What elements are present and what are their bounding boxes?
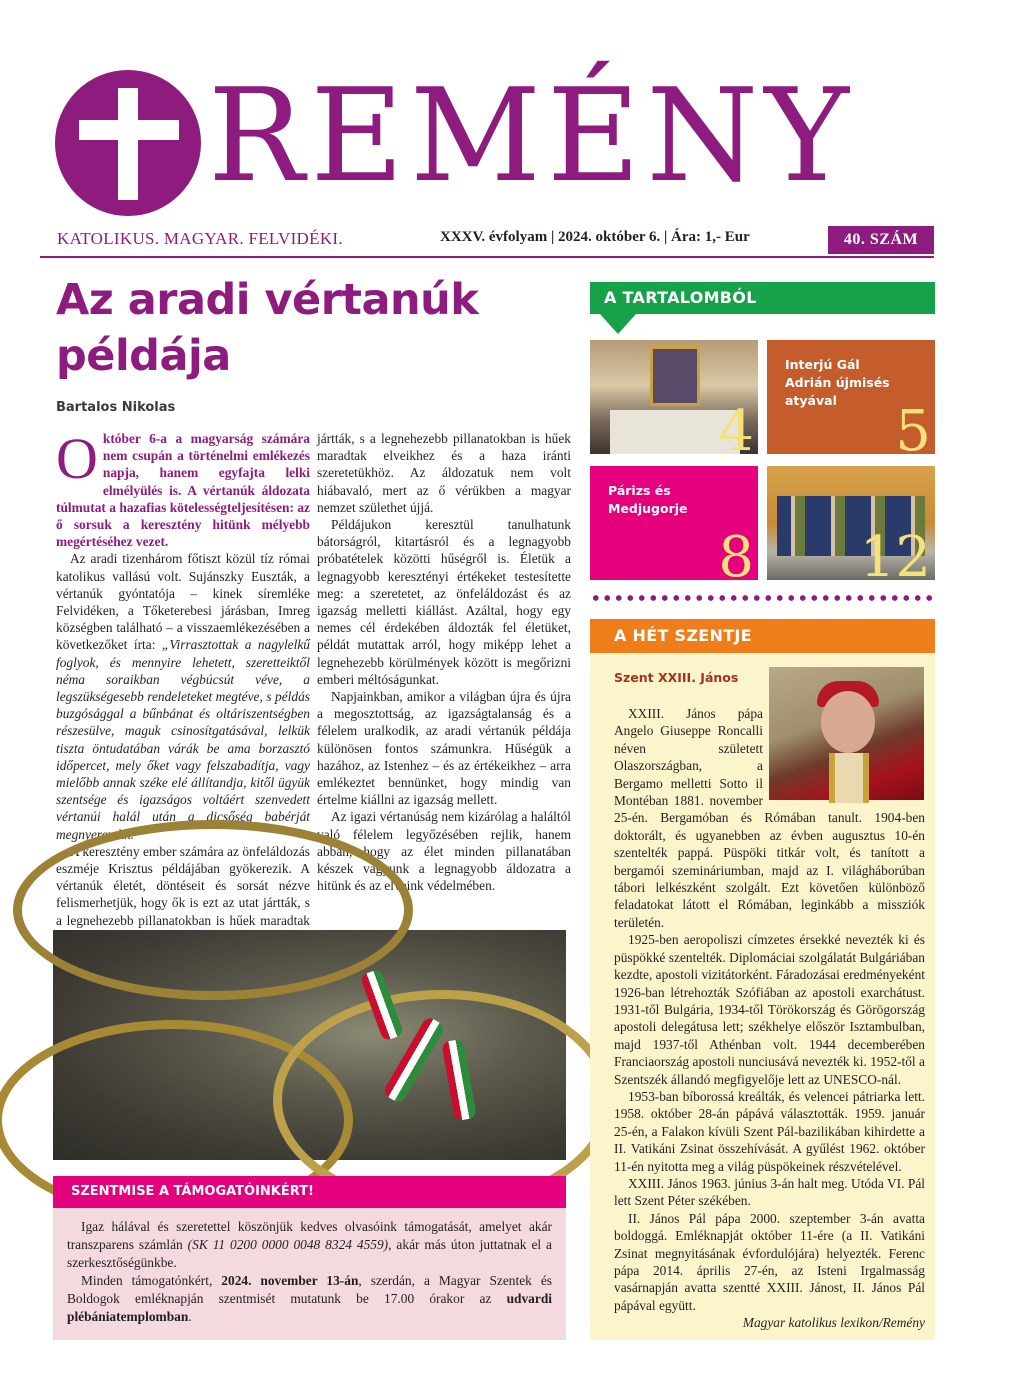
saint-name: Szent XXIII. János [614, 670, 739, 685]
article-column-2 [317, 430, 571, 894]
issue-number-badge: 40. SZÁM [828, 226, 934, 254]
article-paragraph: A keresztény ember számára az önfeláldozás eszméje Krisztus példájában gyökerezik. A vértanúk életét, döntéseit és sorsát nézve felismerhetjük, hogy ők is ezt az utat jártták, s a legnehezebb pillanatokban is hűek maradtak [56, 843, 310, 928]
contents-tile-page-4[interactable] [590, 340, 758, 464]
mass-date: 2024. november 13-án [221, 1273, 359, 1288]
page-number: 5 [895, 399, 931, 464]
saint-heading: A HÉT SZENTJE [590, 619, 935, 653]
contents-arrow-icon [600, 314, 636, 334]
page-number: 8 [718, 525, 754, 590]
bank-account: (SK 11 0200 0000 0048 8324 4559) [187, 1237, 389, 1252]
support-body [53, 1208, 566, 1340]
tile-label: Interjú Gál Adrián újmisés atyával [785, 357, 890, 408]
article-byline: Bartalos Nikolas [56, 400, 176, 415]
contents-tile-page-8[interactable] [590, 466, 758, 590]
article-quote: „Virrasztottak a nagylelkű foglyok, és mennyire lehetett, szeretteiktől néma soraikban végbúcsút véve, a legszükségesebb rendeleteket megtéve, s példás buzgósággal a bűnbánat és oltáriszentségben részesülve, maguk csinosítgatásával, lelkük tiszta öntudatában várák be ama borzasztó időpercet, mely őket vagy felszabadítja, vagy mielőbb annak széke elé állítandja, kitől ügyük szentsége és igazságos voltáért szenvedett vértanúi halál után a dicsőség babérját megnyerendik.” [56, 637, 310, 842]
saint-paragraph: 1925-ben aeropoliszi címzetes érsekké nevezték ki és püspökké szentelték. Diplomáciai szolgálatát Bulgáriában kezdte, apostoli vizitátorként. Fáradozásai eredményeként 1926-ban létrehozták Szófiában az apostoli exarchátust. 1931-től Bulgária, 1934-től Törökország és Görögország apostoli delegátusa lett; székhelye először Isztambulban, majd 1937-től Athénban volt. 1944 decemberében Franciaország apostoli nunciusává nevezték ki. 1952-től a Szentszék állandó megfigyelője lett az UNESCO-nál. [614, 932, 925, 1087]
saint-paragraph: XXIII. János pápa Angelo Giuseppe Roncalli néven született Olaszországban, a Bergamo melletti Sotto il Montéban 1881. november 25-én. Bergamóban és Rómában tanult. 1904-ben doktorált, és ugyanebben az évben augusztus 10-én szentelték pappá. Püspöki titkár volt, és tanított a bergamói szemináriumban, majd az I. világháborúban tábori lelkészként szolgált. Ezt követően különböző feladatokat látott el Rómában, leginkább a missziók területén. [614, 706, 925, 930]
tile-label: Párizs és Medjugorje [608, 483, 688, 516]
contents-heading: A TARTALOMBÓL [590, 282, 935, 314]
article-paragraph: Napjainkban, amikor a világban újra és újra a megosztottság, az igazságtalanság és a félelem uralkodik, az aradi vértanúk példája különösen fontos számunkra. Hűségük a hazához, az Istenhez – és az értékeikhez – arra emlékeztet bennünket, hogy mindig van értelme kiállni az igazság mellett. [317, 689, 571, 808]
dropcap: O [56, 426, 98, 491]
masthead-divider [40, 256, 934, 258]
saint-paragraph: XXIII. János 1963. június 3-án halt meg. Utóda VI. Pál lett Szent Péter székében. [614, 1175, 925, 1209]
contents-tile-page-5[interactable] [767, 340, 935, 464]
page-number: 4 [718, 399, 754, 464]
issue-info: XXXV. évfolyam | 2024. október 6. | Ára: 1,- Eur [440, 229, 750, 245]
saint-paragraph: 1953-ban bíborossá kreálták, és velencei pátriarka lett. 1958. október 28-án pápává választották. 1959. január 25-én, a Falakon kívüli Szent Pál-bazilikában kihirdette a II. Vatikáni Zsinat összehívását. A gyűlést 1962. október 11-én nyitotta meg a világ püspökeinek részvételével. [614, 1088, 925, 1174]
newspaper-title: REMÉNY [208, 62, 855, 211]
mass-place: udvardi plébániatemplomban [67, 1291, 552, 1324]
support-paragraph: Minden támogatónkért, 2024. november 13-án, szerdán, a Magyar Szentek és Boldogok emléknapján szentmisét mutatunk be 17.00 órakor az udvardi plébániatemplomban. [67, 1273, 552, 1324]
wreath-ribbon-photo [53, 930, 566, 1160]
support-paragraph: Igaz hálával és szeretettel köszönjük kedves olvasóink támogatását, amelyet akár transzparens számlán (SK 11 0200 0000 0048 8324 4559), akár más úton juttatnak el a szerkesztőségünkbe. [67, 1219, 552, 1270]
dotted-divider [590, 593, 935, 603]
page-number: 12 [859, 525, 931, 590]
support-heading: SZENTMISE A TÁMOGATÓINKÉRT! [53, 1176, 566, 1208]
saint-source: Magyar katolikus lexikon/Remény [742, 1315, 925, 1331]
slogan: KATOLIKUS. MAGYAR. FELVIDÉKI. [57, 229, 343, 248]
contents-tile-page-12[interactable] [767, 466, 935, 590]
cross-logo-icon [55, 70, 201, 216]
article-paragraph: Példájukon keresztül tanulhatunk bátorságról, kitartásról és a legnagyobb próbatételek közötti hűségről is. Életük a legnagyobb keresztényi értékeket testesítette meg: a szeretetet, az önfeláldozást és az igazság melletti kiállást. Azáltal, hogy egy nemes cél érdekében áldozták fel életüket, példát mutattak arról, hogy miképp lehet a legnehezebb körülmények között is megőrizni emberi méltóságunkat. [317, 517, 571, 687]
article-paragraph-continued: jártták, s a legnehezebb pillanatokban is hűek maradtak elveikhez és a haza iránti szeretetükhöz. Az áldozatuk nem volt hiábavaló, mert az ő vérükben a magyar nemzet születhet újjá. [317, 431, 571, 515]
article-headline: Az aradi vértanúk példája [56, 275, 479, 381]
saint-text [614, 705, 925, 1332]
saint-paragraph: II. János Pál pápa 2000. szeptember 3-án avatta boldoggá. Emléknapját október 11-ére (a II. Vatikáni Zsinat megnyitásának évfordulójára) helyezték. Ferenc pápa 2014. április 27-én, az Isteni Irgalmasság vasárnapján avatta szentté XXIII. Jánost, II. János Pál pápával együtt. [614, 1210, 925, 1313]
article-paragraph: Az aradi tizenhárom főtiszt közül tíz római katolikus vallású volt. Sujánszky Euszták, a vértanúk gyóntatója – kinek síremléke Felvidéken, a Tőketerebesi járásban, Imreg községben található – a visszaemlékezésében a következőket írta: „Virrasztottak a nagylelkű foglyok, és mennyire lehetett, szeretteiktől néma soraikban végbúcsút véve, a legszükségesebb rendeleteket megtéve, s példás buzgósággal a bűnbánat és oltáriszentségben részesülve, maguk csinosítgatásával, lelkük tiszta öntudatában várák be ama borzasztó időpercet, mely őket vagy felszabadítja, vagy mielőbb annak széke elé állítandja, kitől ügyük szentsége és igazságos voltáért szenvedett vértanúi halál után a dicsőség babérját megnyerendik.” [56, 551, 310, 842]
article-paragraph: Az igazi vértanúság nem kizárólag a haláltól való félelem legyőzésében rejlik, hanem abban, hogy az élet minden pillanatában készek vagyunk a legnagyobb áldozatra a hitünk és az elveink védelmében. [317, 809, 571, 894]
article-lead: Október 6-a a magyarság számára nem csupán a történelmi emlékezés napja, hanem egyfajta lelki elmélyülés is. A vértanúk áldozata túlmutat a hazafias kötelességteljesítésen: az ő sorsuk a keresztény hitünk mélyebb megértéséhez vezet. [56, 426, 310, 550]
